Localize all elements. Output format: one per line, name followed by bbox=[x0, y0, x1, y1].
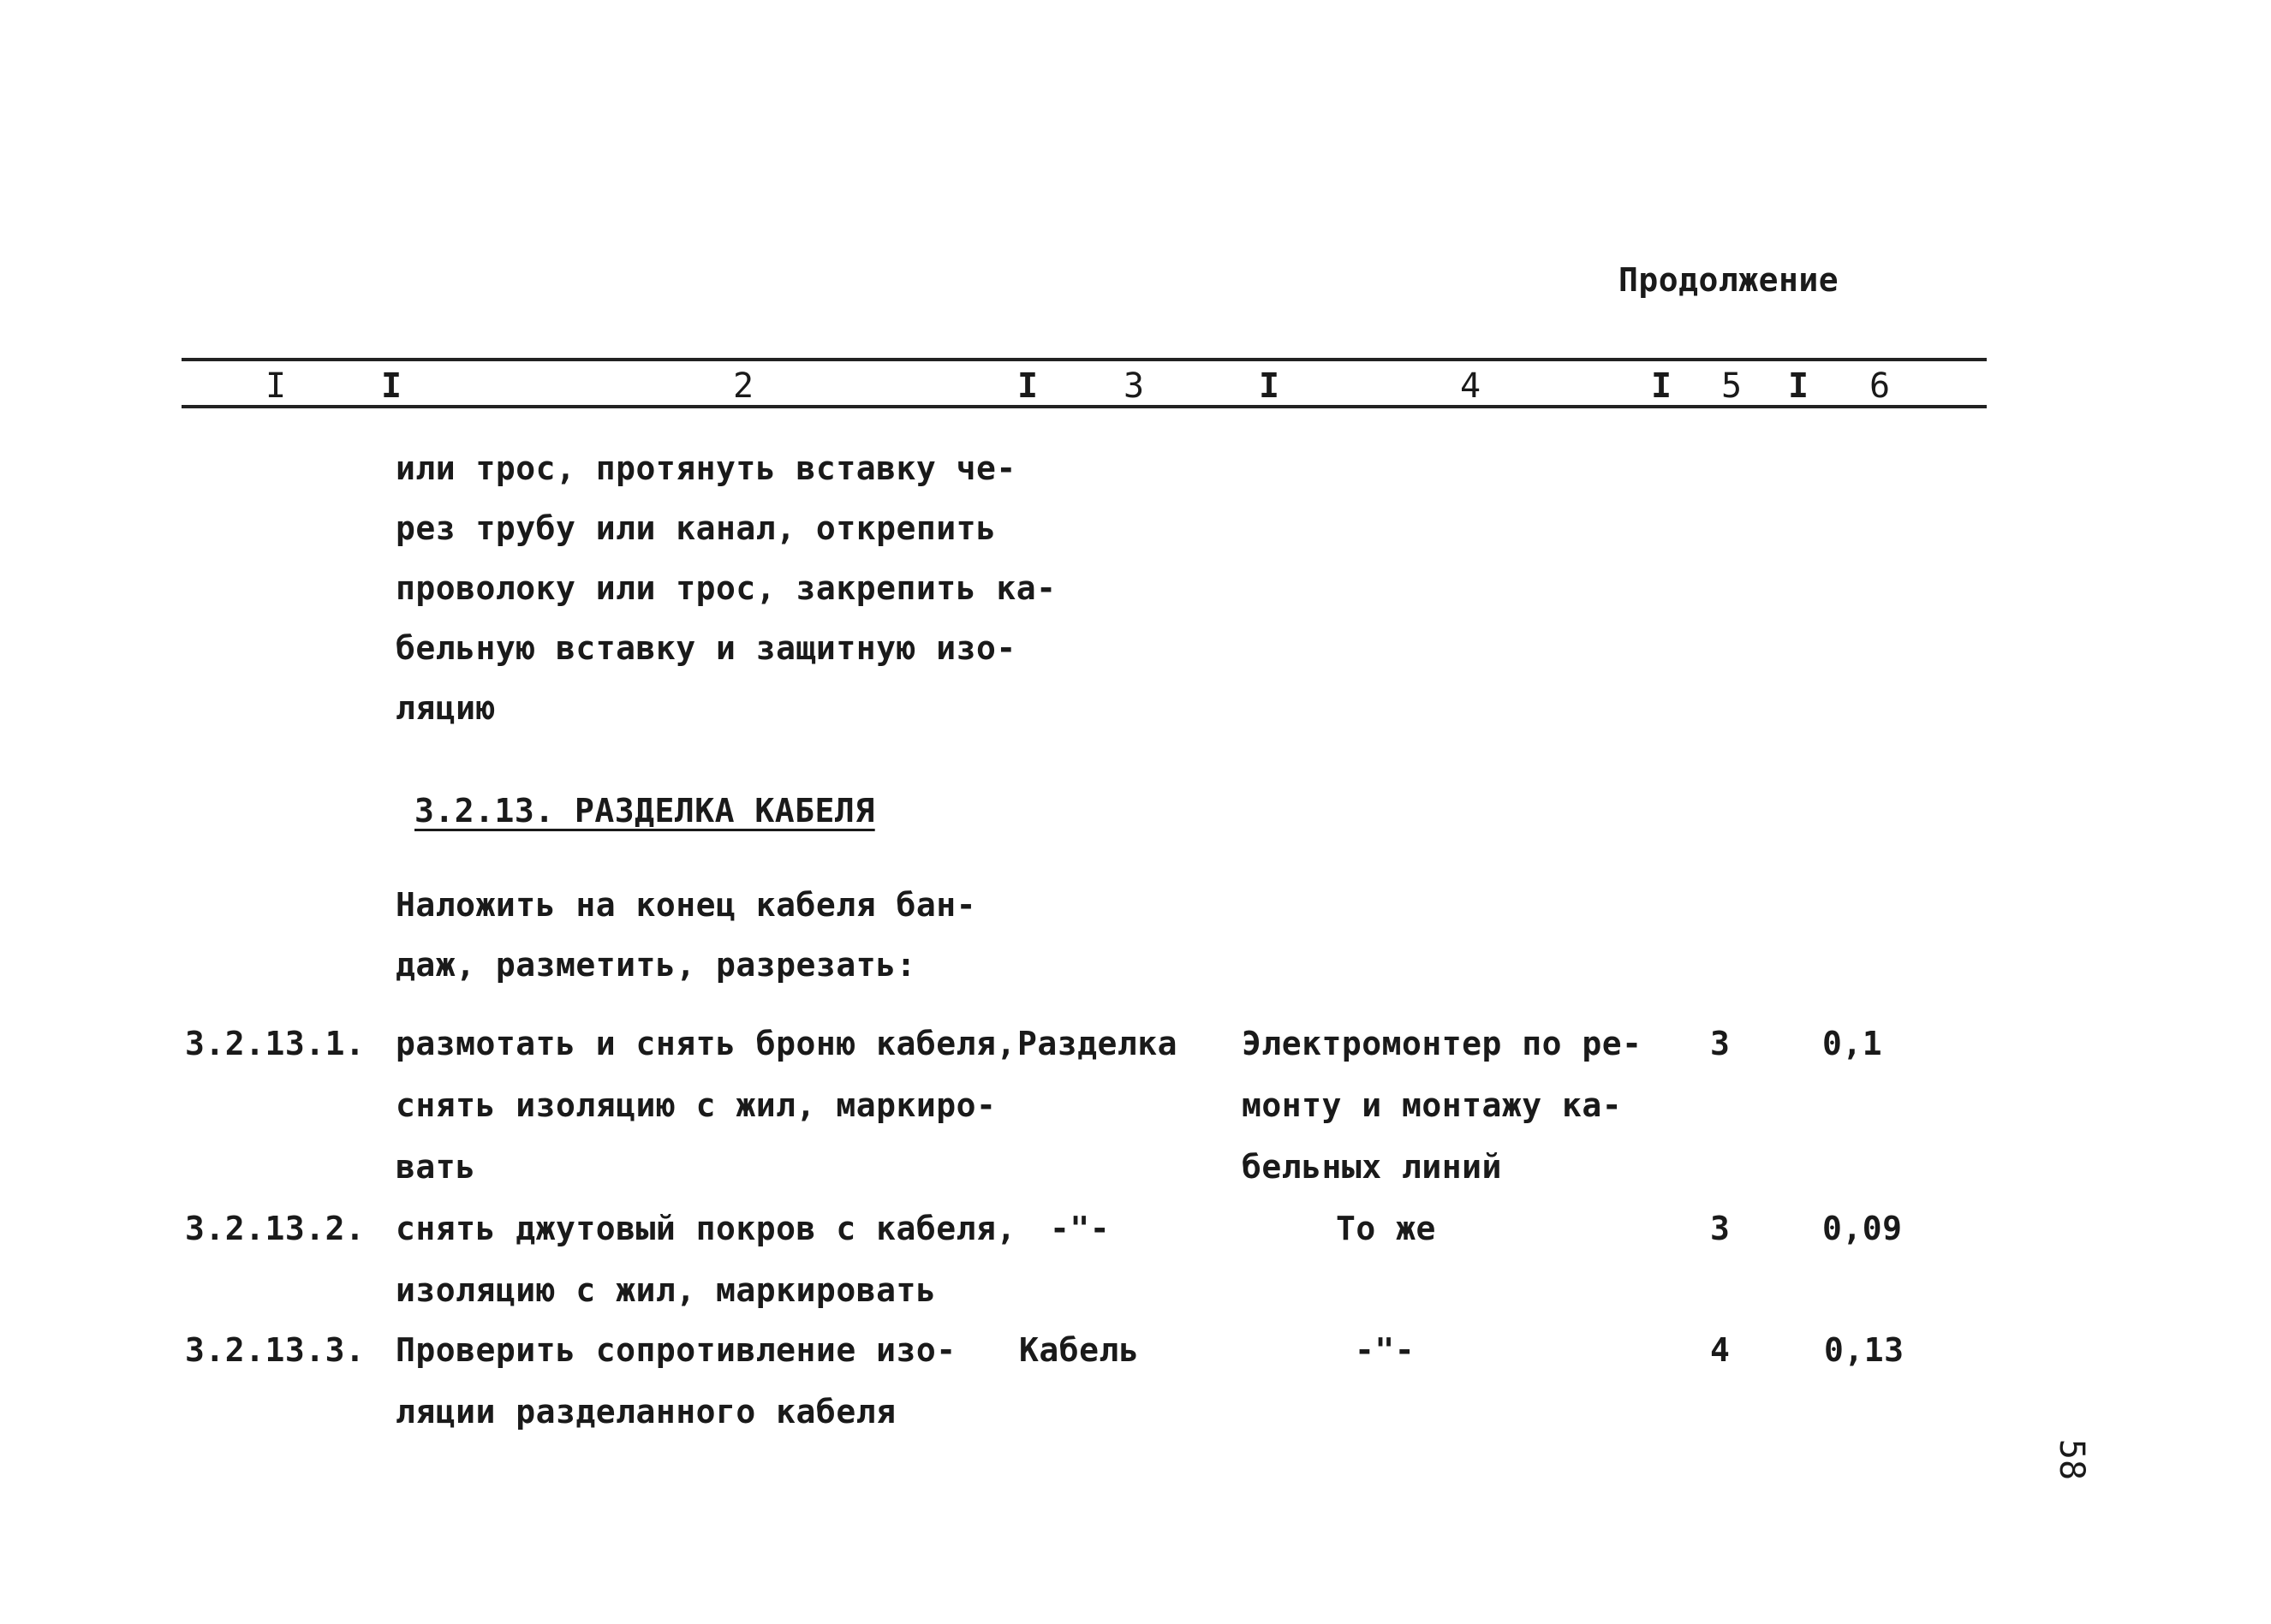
column-header-5: 5 bbox=[1721, 366, 1743, 406]
column-header-2: 2 bbox=[733, 366, 754, 406]
row-operation: Разделка bbox=[1017, 1025, 1178, 1062]
row-code: 3.2.13.1. bbox=[185, 1025, 366, 1062]
column-header-1: I bbox=[265, 366, 287, 406]
row-description-line: вать bbox=[396, 1148, 476, 1186]
row-description-line: изоляцию с жил, маркировать bbox=[396, 1271, 937, 1309]
continued-text-line: ляцию bbox=[396, 689, 496, 727]
column-separator: I bbox=[1651, 366, 1672, 406]
column-header-3: 3 bbox=[1124, 366, 1145, 406]
row-operation: Кабель bbox=[1019, 1331, 1140, 1369]
row-description-line: ляции разделанного кабеля bbox=[396, 1393, 897, 1431]
row-code: 3.2.13.3. bbox=[185, 1331, 366, 1369]
row-description-line: снять изоляцию с жил, маркиро- bbox=[396, 1086, 997, 1124]
row-grade: 4 bbox=[1710, 1331, 1731, 1369]
row-description-line: Проверить сопротивление изо- bbox=[396, 1331, 957, 1369]
row-grade: 3 bbox=[1710, 1210, 1731, 1247]
row-grade: 3 bbox=[1710, 1025, 1731, 1062]
column-separator: I bbox=[381, 366, 402, 406]
column-header-4: 4 bbox=[1460, 366, 1481, 406]
column-header-6: 6 bbox=[1869, 366, 1891, 406]
row-worker-line: бельных линий bbox=[1242, 1148, 1502, 1186]
row-worker-line: Электромонтер по ре- bbox=[1242, 1025, 1642, 1062]
row-time: 0,1 bbox=[1822, 1025, 1883, 1062]
column-separator: I bbox=[1788, 366, 1809, 406]
row-description-line: размотать и снять броню кабеля, bbox=[396, 1025, 1016, 1062]
row-operation: -"- bbox=[1050, 1210, 1111, 1247]
section-intro-line: Наложить на конец кабеля бан- bbox=[396, 886, 976, 924]
column-separator: I bbox=[1259, 366, 1280, 406]
row-worker-line: монту и монтажу ка- bbox=[1242, 1086, 1623, 1124]
continued-text-line: или трос, протянуть вставку че- bbox=[396, 449, 1016, 487]
section-heading: 3.2.13. РАЗДЕЛКА КАБЕЛЯ bbox=[414, 792, 875, 830]
continued-text-line: рез трубу или канал, открепить bbox=[396, 509, 997, 547]
row-time: 0,13 bbox=[1824, 1331, 1904, 1369]
header-top-rule bbox=[182, 358, 1987, 361]
continuation-label: Продолжение bbox=[1618, 261, 1839, 299]
section-intro-line: даж, разметить, разрезать: bbox=[396, 946, 916, 984]
column-separator: I bbox=[1017, 366, 1039, 406]
row-code: 3.2.13.2. bbox=[185, 1210, 366, 1247]
row-time: 0,09 bbox=[1822, 1210, 1903, 1247]
continued-text-line: проволоку или трос, закрепить ка- bbox=[396, 569, 1057, 607]
continued-text-line: бельную вставку и защитную изо- bbox=[396, 629, 1016, 667]
page-number: 58 bbox=[2052, 1438, 2092, 1481]
row-worker-line: То же bbox=[1336, 1210, 1436, 1247]
row-worker-line: -"- bbox=[1355, 1331, 1416, 1369]
row-description-line: снять джутовый покров с кабеля, bbox=[396, 1210, 1016, 1247]
header-bottom-rule bbox=[182, 405, 1987, 408]
